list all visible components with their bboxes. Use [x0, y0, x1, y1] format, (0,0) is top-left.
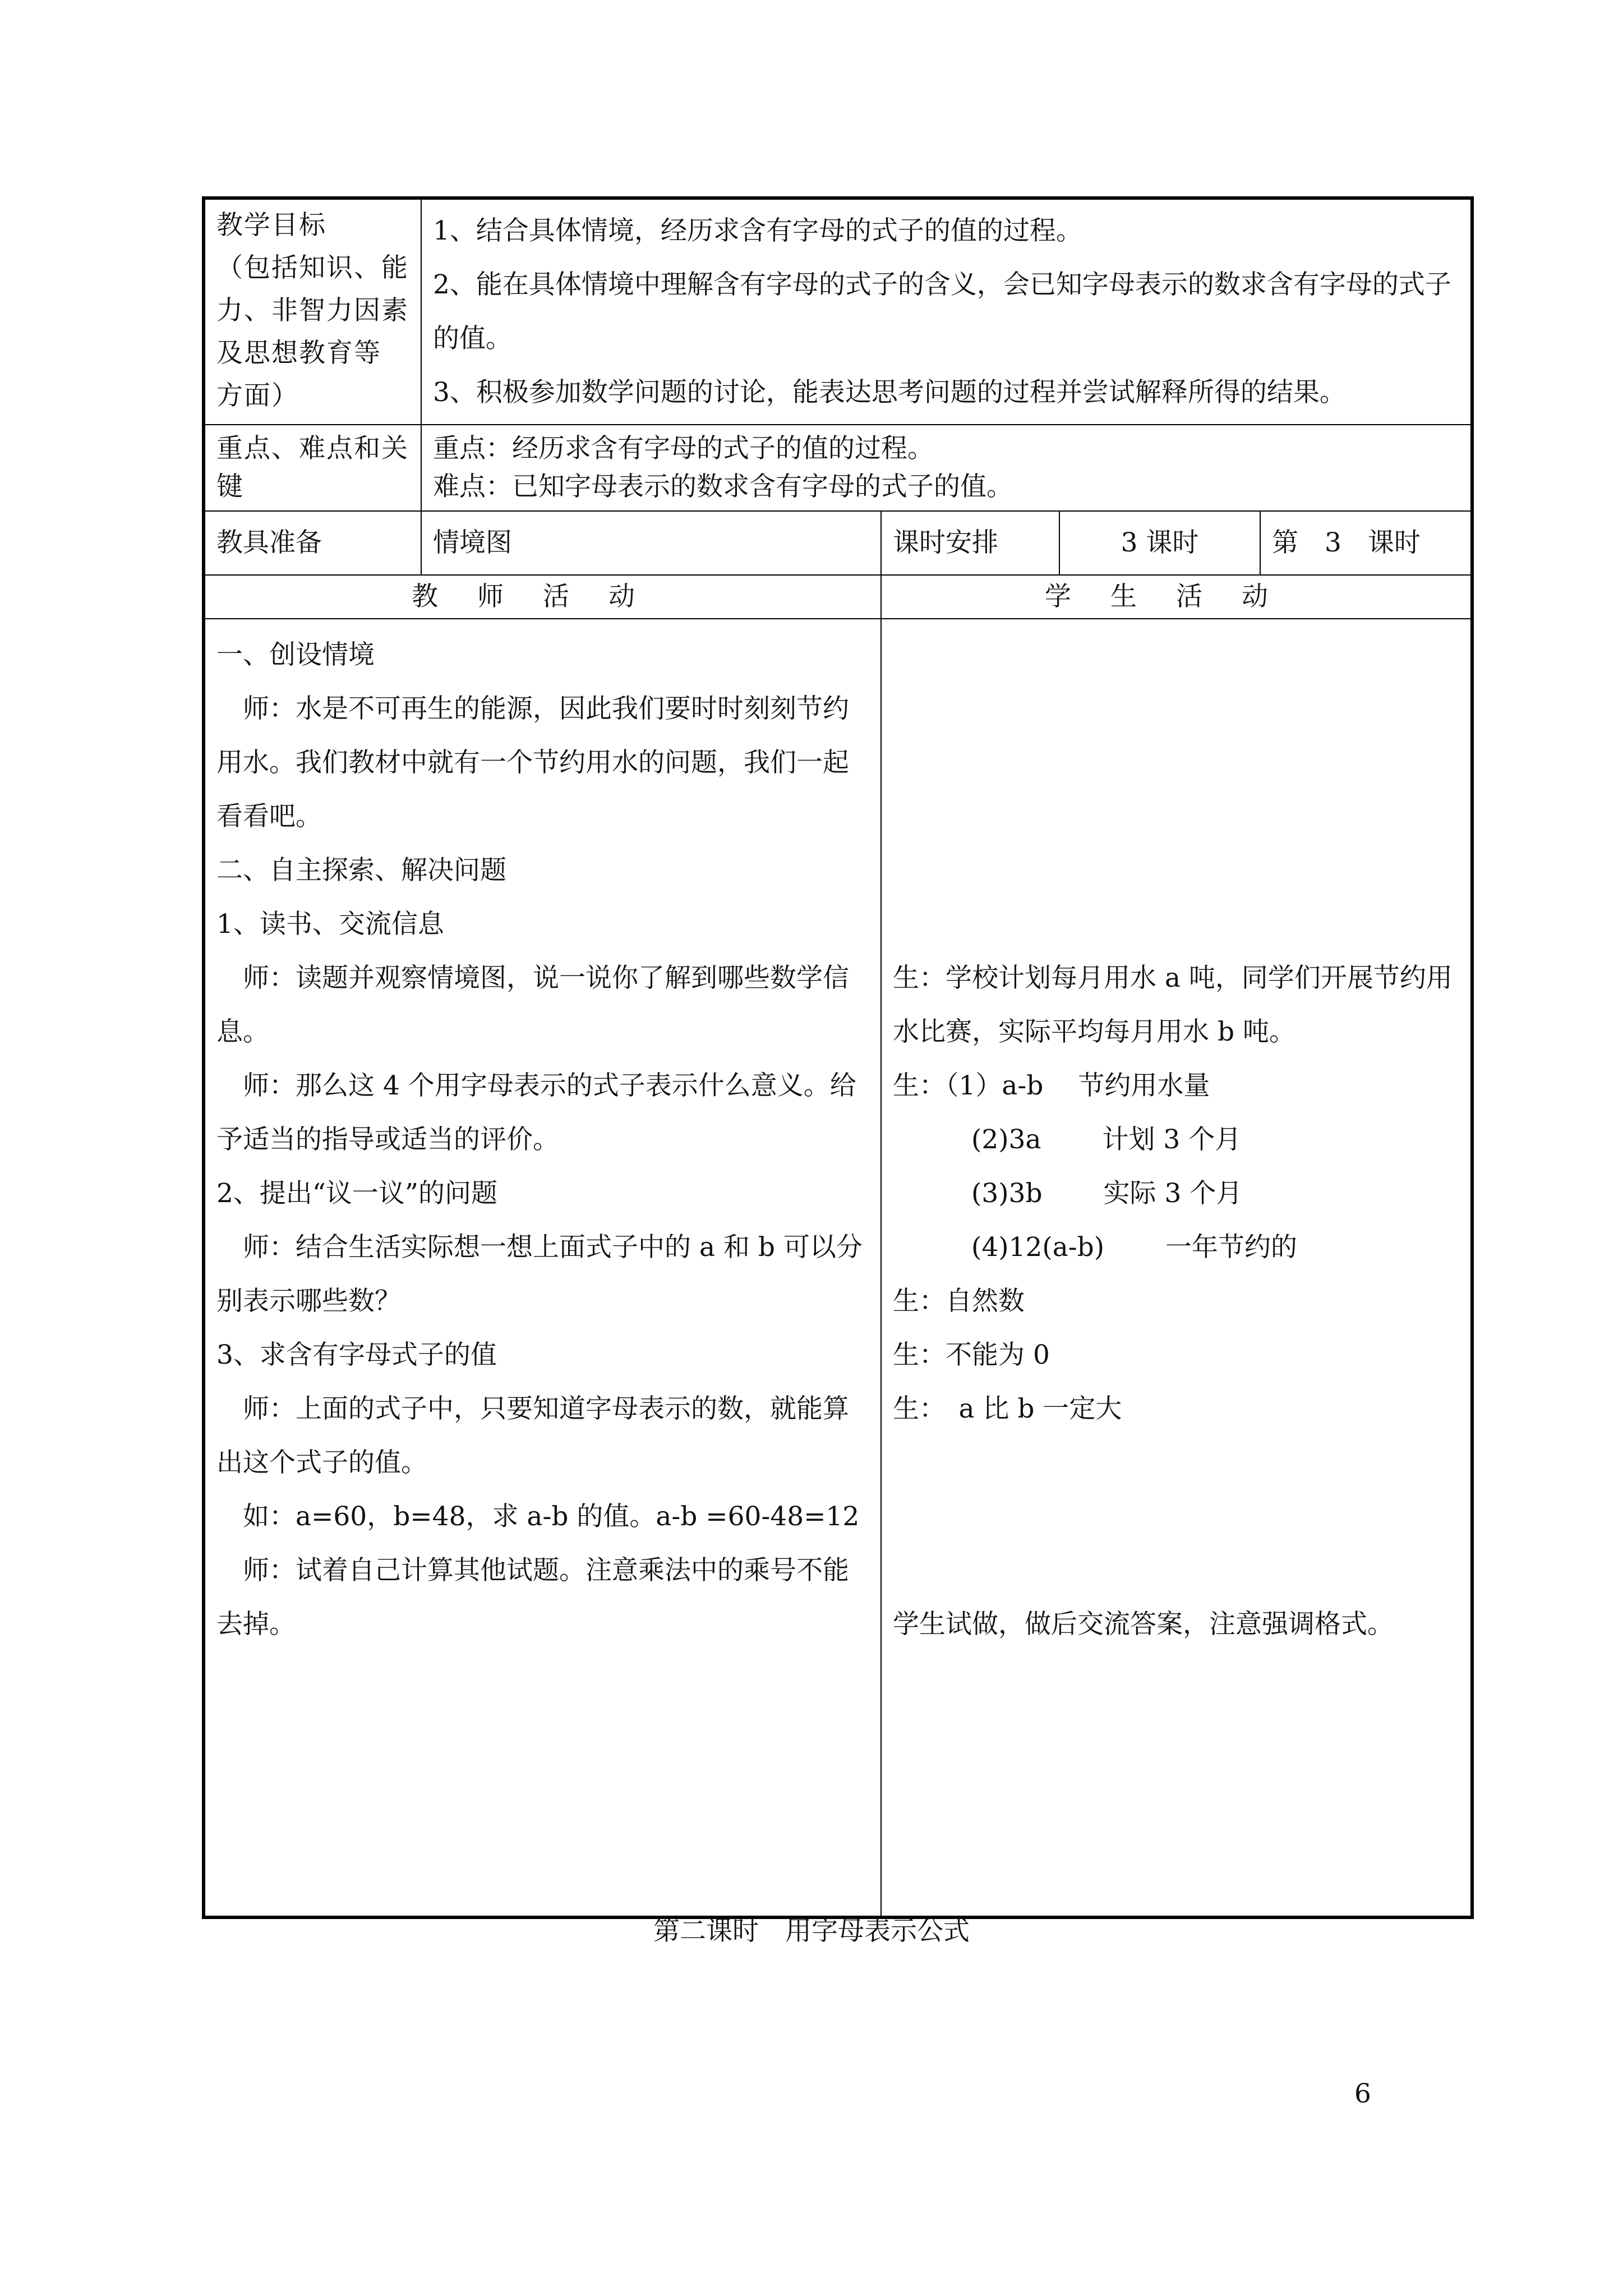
student-activity-cell	[881, 619, 1472, 1917]
teacher-line: 师：读题并观察情境图，说一说你了解到哪些数学信息。	[216, 963, 849, 1047]
student-activity-header	[881, 575, 1472, 619]
teacher-activity-cell	[204, 619, 881, 1917]
prep-label: 教具准备	[204, 511, 421, 575]
objectives-label	[204, 198, 421, 425]
section-caption: 第二课时 用字母表示公式	[653, 1916, 970, 1947]
schedule-value: 3 课时	[1059, 511, 1260, 575]
key-points-label	[204, 425, 421, 511]
student-line: 生：（1）a-b 节约用水量	[893, 1070, 1210, 1101]
teacher-activity-header	[204, 575, 881, 619]
key-points-row	[204, 425, 1472, 511]
student-expression: (2)3a 计划 3 个月	[971, 1124, 1242, 1155]
schedule-label: 课时安排	[881, 511, 1059, 575]
key-points-label-line: 重点、难点和关	[216, 433, 409, 464]
objectives-label-line: 教学目标	[216, 210, 326, 241]
teacher-line: 师：上面的式子中，只要知道字母表示的数，就能算出这个式子的值。	[216, 1393, 849, 1478]
objectives-label-line: 方面）	[216, 380, 299, 411]
teacher-line: 二、自主探索、解决问题	[216, 855, 506, 886]
activity-header-row	[204, 575, 1472, 619]
preparation-row	[204, 511, 1472, 575]
student-line: 生：不能为 0	[893, 1340, 1050, 1370]
student-line: 生：自然数	[893, 1286, 1025, 1317]
objectives-label-line: 及思想教育等	[216, 338, 381, 369]
page-number: 6	[1354, 2078, 1371, 2109]
objective-item: 3、积极参加数学问题的讨论，能表达思考问题的过程并尝试解释所得的结果。	[433, 377, 1346, 408]
student-line: 学生试做，做后交流答案，注意强调格式。	[893, 1609, 1394, 1640]
student-expression: (4)12(a-b) 一年节约的	[971, 1232, 1297, 1263]
key-points-label-line: 键	[216, 471, 244, 502]
activity-body-row	[204, 619, 1472, 1917]
student-activity-title: 学生活动	[1045, 581, 1308, 612]
teacher-line: 一、创设情境	[216, 639, 375, 670]
lesson-plan-table	[202, 196, 1474, 1919]
teacher-line: 师：结合生活实际想一想上面式子中的 a 和 b 可以分别表示哪些数？	[216, 1232, 863, 1317]
current-lesson: 第 3 课时	[1260, 511, 1472, 575]
teacher-line: 师：那么这 4 个用字母表示的式子表示什么意义。给予适当的指导或适当的评价。	[216, 1070, 856, 1155]
prep-value: 情境图	[421, 511, 881, 575]
teacher-line: 师：水是不可再生的能源，因此我们要时时刻刻节约用水。我们教材中就有一个节约用水的问题，我们一起看看吧。	[216, 693, 849, 832]
key-point-line: 难点：已知字母表示的数求含有字母的式子的值。	[433, 471, 1013, 502]
teacher-line: 如：a=60，b=48，求 a-b 的值。a-b =60-48=12	[216, 1501, 860, 1532]
objective-item: 2、能在具体情境中理解含有字母的式子的含义，会已知字母表示的数求含有字母的式子的值。	[433, 269, 1451, 354]
objectives-row	[204, 198, 1472, 425]
key-points-content	[421, 425, 1472, 511]
objectives-content	[421, 198, 1472, 425]
student-line: 生：学校计划每月用水 a 吨，同学们开展节约用水比赛，实际平均每月用水 b 吨。	[893, 963, 1453, 1047]
key-point-line: 重点：经历求含有字母的式子的值的过程。	[433, 433, 934, 464]
teacher-line: 3、求含有字母式子的值	[216, 1340, 497, 1370]
teacher-line: 2、提出“议一议”的问题	[216, 1178, 497, 1209]
objectives-label-line: 力、非智力因素	[216, 295, 409, 326]
student-line: 生： a 比 b 一定大	[893, 1393, 1122, 1424]
teacher-line: 1、读书、交流信息	[216, 909, 444, 940]
teacher-line: 师：试着自己计算其他试题。注意乘法中的乘号不能去掉。	[216, 1555, 849, 1640]
student-expression: (3)3b 实际 3 个月	[971, 1178, 1243, 1209]
teacher-activity-title: 教师活动	[412, 581, 674, 612]
objective-item: 1、结合具体情境，经历求含有字母的式子的值的过程。	[433, 215, 1082, 246]
objectives-label-line: （包括知识、能	[216, 252, 409, 283]
